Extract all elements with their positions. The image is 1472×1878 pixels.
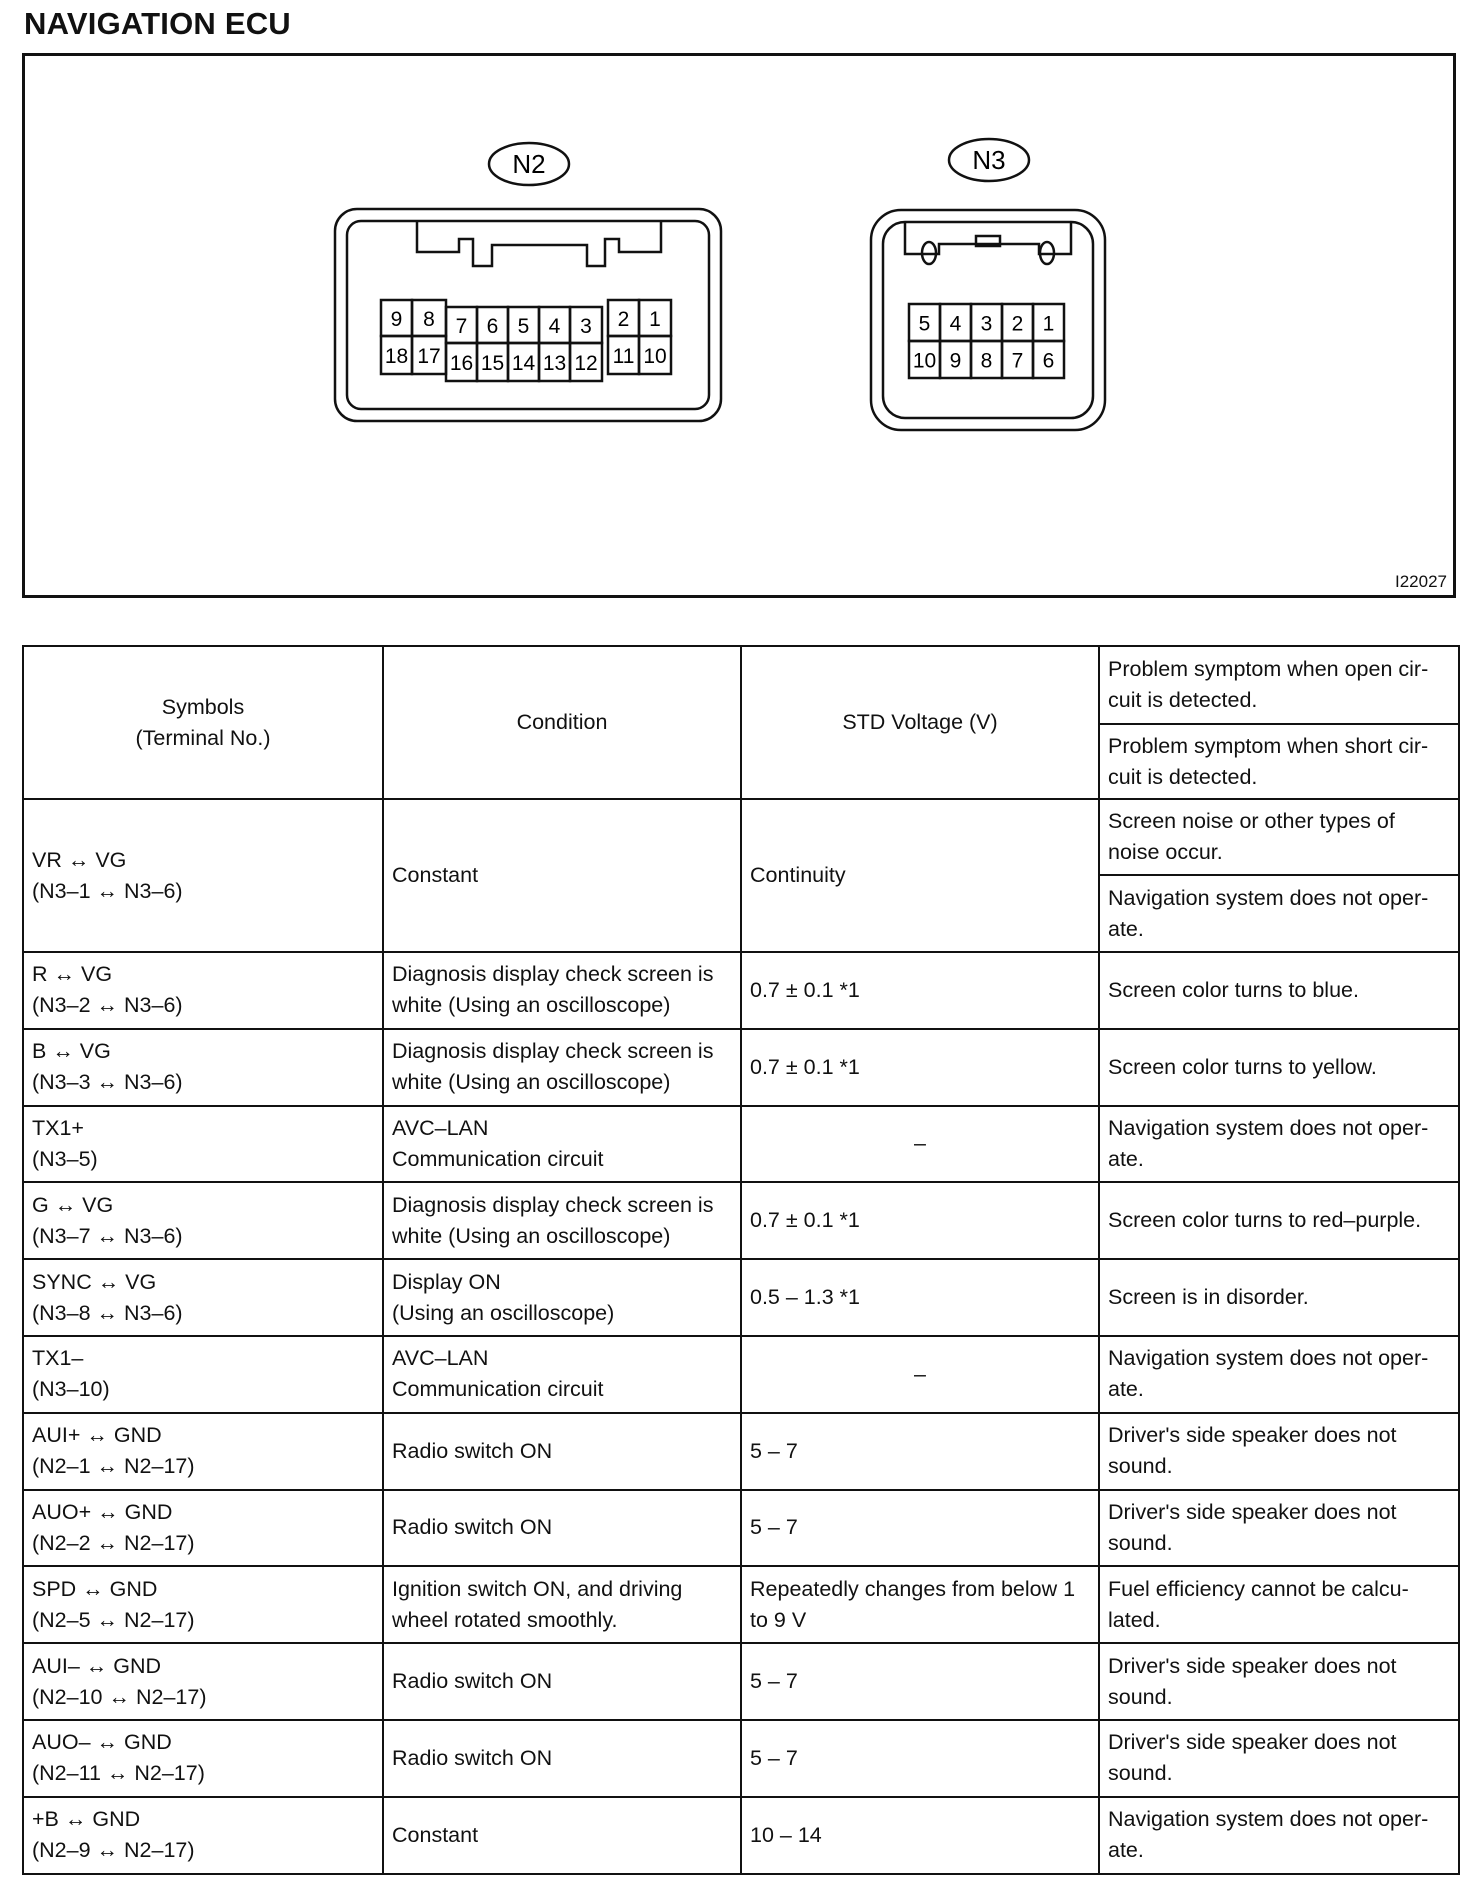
cell-condition: Constant bbox=[383, 1797, 741, 1874]
cell-symbol: G ↔ VG (N3–7 ↔ N3–6) bbox=[23, 1182, 383, 1259]
n2-pin bbox=[639, 300, 671, 336]
svg-text:13: 13 bbox=[542, 352, 567, 375]
svg-text:9: 9 bbox=[949, 349, 962, 373]
n2-pin bbox=[639, 336, 671, 374]
cell-symptom: Navigation system does not oper- ate. bbox=[1099, 1797, 1459, 1874]
table-row bbox=[23, 1720, 1459, 1797]
n3-pin bbox=[909, 341, 940, 378]
n2-pin bbox=[508, 343, 539, 381]
cell-voltage: Repeatedly changes from below 1 to 9 V bbox=[741, 1566, 1099, 1643]
cell-symbol: AUO+ ↔ GND (N2–2 ↔ N2–17) bbox=[23, 1490, 383, 1567]
cell-condition: Diagnosis display check screen is white (Using an oscilloscope) bbox=[383, 1182, 741, 1259]
cell-condition: Diagnosis display check screen is white (Using an oscilloscope) bbox=[383, 1029, 741, 1106]
n3-pin bbox=[1033, 341, 1064, 378]
svg-text:11: 11 bbox=[612, 345, 635, 368]
svg-text:2: 2 bbox=[1011, 312, 1024, 336]
svg-text:7: 7 bbox=[455, 315, 468, 338]
cell-condition: Display ON (Using an oscilloscope) bbox=[383, 1259, 741, 1336]
svg-text:10: 10 bbox=[643, 345, 667, 368]
cell-condition: AVC–LAN Communication circuit bbox=[383, 1336, 741, 1413]
table-row bbox=[23, 1336, 1459, 1413]
cell-symbol: +B ↔ GND (N2–9 ↔ N2–17) bbox=[23, 1797, 383, 1874]
cell-condition: AVC–LAN Communication circuit bbox=[383, 1106, 741, 1183]
n2-latch-outline bbox=[417, 222, 661, 266]
cell-voltage: 5 – 7 bbox=[741, 1413, 1099, 1490]
table-row bbox=[23, 799, 1459, 875]
header-symptom-open: Problem symptom when open cir- cuit is detected. bbox=[1099, 646, 1459, 724]
svg-text:1: 1 bbox=[649, 308, 661, 331]
cell-symptom: Screen color turns to blue. bbox=[1099, 952, 1459, 1029]
table-row bbox=[23, 1182, 1459, 1259]
n2-pin bbox=[570, 343, 602, 381]
n3-pin bbox=[1002, 341, 1033, 378]
n2-pin bbox=[446, 343, 477, 381]
terminal-spec-table bbox=[22, 645, 1460, 1875]
cell-symptom-short: Navigation system does not oper- ate. bbox=[1099, 875, 1459, 952]
cell-symptom: Screen color turns to red–purple. bbox=[1099, 1182, 1459, 1259]
page-title: NAVIGATION ECU bbox=[24, 6, 291, 41]
table-row bbox=[23, 1106, 1459, 1183]
svg-text:18: 18 bbox=[384, 345, 409, 368]
svg-text:7: 7 bbox=[1011, 349, 1024, 373]
n2-pin bbox=[412, 300, 446, 336]
cell-symbol: AUO– ↔ GND (N2–11 ↔ N2–17) bbox=[23, 1720, 383, 1797]
cell-voltage: 10 – 14 bbox=[741, 1797, 1099, 1874]
n2-pin bbox=[608, 336, 639, 374]
cell-symptom: Fuel efficiency cannot be calcu- lated. bbox=[1099, 1566, 1459, 1643]
n2-pin bbox=[477, 343, 508, 381]
n3-pin bbox=[1002, 304, 1033, 341]
cell-condition: Diagnosis display check screen is white (Using an oscilloscope) bbox=[383, 952, 741, 1029]
header-voltage: STD Voltage (V) bbox=[741, 646, 1099, 799]
n2-pin bbox=[608, 300, 639, 336]
n3-pin bbox=[940, 304, 971, 341]
svg-text:8: 8 bbox=[423, 308, 435, 331]
cell-symbol: B ↔ VG (N3–3 ↔ N3–6) bbox=[23, 1029, 383, 1106]
diagram-id: I22027 bbox=[1395, 572, 1447, 591]
table-row bbox=[23, 1566, 1459, 1643]
svg-text:16: 16 bbox=[449, 352, 474, 375]
cell-symptom: Driver's side speaker does not sound. bbox=[1099, 1413, 1459, 1490]
svg-text:3: 3 bbox=[580, 315, 592, 338]
svg-text:8: 8 bbox=[980, 349, 993, 373]
n3-pin bbox=[971, 304, 1002, 341]
cell-symbol: AUI+ ↔ GND (N2–1 ↔ N2–17) bbox=[23, 1413, 383, 1490]
cell-voltage: 5 – 7 bbox=[741, 1490, 1099, 1567]
header-symbols: Symbols (Terminal No.) bbox=[23, 646, 383, 799]
connector-diagram bbox=[22, 53, 1456, 598]
n3-pin bbox=[971, 341, 1002, 378]
n2-pin bbox=[412, 336, 446, 374]
n2-connector-label: N2 bbox=[512, 149, 546, 179]
svg-text:2: 2 bbox=[617, 308, 630, 331]
cell-condition: Radio switch ON bbox=[383, 1490, 741, 1567]
table-row bbox=[23, 1259, 1459, 1336]
svg-text:1: 1 bbox=[1042, 312, 1055, 336]
n3-pin bbox=[940, 341, 971, 378]
n3-latch-outline bbox=[905, 222, 1071, 254]
svg-text:4: 4 bbox=[548, 315, 561, 338]
n2-pin bbox=[539, 307, 570, 343]
cell-condition: Constant bbox=[383, 799, 741, 952]
cell-condition: Ignition switch ON, and driving wheel rotated smoothly. bbox=[383, 1566, 741, 1643]
cell-symptom: Screen is in disorder. bbox=[1099, 1259, 1459, 1336]
n2-pin bbox=[570, 307, 602, 343]
n2-pin bbox=[477, 307, 508, 343]
svg-text:5: 5 bbox=[517, 315, 530, 338]
cell-symbol: TX1– (N3–10) bbox=[23, 1336, 383, 1413]
n2-pin bbox=[508, 307, 539, 343]
cell-symbol: AUI– ↔ GND (N2–10 ↔ N2–17) bbox=[23, 1643, 383, 1720]
svg-text:4: 4 bbox=[949, 312, 962, 336]
cell-voltage: 0.7 ± 0.1 *1 bbox=[741, 1029, 1099, 1106]
n3-pin bbox=[909, 304, 940, 341]
cell-symbol: TX1+ (N3–5) bbox=[23, 1106, 383, 1183]
svg-text:14: 14 bbox=[511, 352, 536, 375]
svg-text:3: 3 bbox=[980, 312, 993, 336]
svg-text:6: 6 bbox=[486, 315, 499, 338]
n3-connector-label: N3 bbox=[972, 145, 1006, 175]
cell-symptom: Screen color turns to yellow. bbox=[1099, 1029, 1459, 1106]
table-row bbox=[23, 1029, 1459, 1106]
header-symptom-short: Problem symptom when short cir- cuit is detected. bbox=[1099, 724, 1459, 799]
svg-text:10: 10 bbox=[912, 349, 937, 373]
cell-condition: Radio switch ON bbox=[383, 1643, 741, 1720]
cell-voltage: 0.7 ± 0.1 *1 bbox=[741, 1182, 1099, 1259]
cell-symbol: R ↔ VG (N3–2 ↔ N3–6) bbox=[23, 952, 383, 1029]
connector-diagram-svg bbox=[25, 56, 1453, 595]
cell-condition: Radio switch ON bbox=[383, 1413, 741, 1490]
header-row bbox=[23, 646, 1459, 724]
table-row bbox=[23, 1643, 1459, 1720]
cell-symptom: Driver's side speaker does not sound. bbox=[1099, 1490, 1459, 1567]
cell-symptom: Driver's side speaker does not sound. bbox=[1099, 1720, 1459, 1797]
cell-voltage: – bbox=[741, 1106, 1099, 1183]
svg-text:6: 6 bbox=[1042, 349, 1055, 373]
cell-voltage: Continuity bbox=[741, 799, 1099, 952]
cell-symbol: VR ↔ VG (N3–1 ↔ N3–6) bbox=[23, 799, 383, 952]
table-row bbox=[23, 1490, 1459, 1567]
cell-voltage: 5 – 7 bbox=[741, 1643, 1099, 1720]
cell-voltage: 0.7 ± 0.1 *1 bbox=[741, 952, 1099, 1029]
cell-symptom-open: Screen noise or other types of noise occur. bbox=[1099, 799, 1459, 875]
table-row bbox=[23, 1413, 1459, 1490]
svg-text:12: 12 bbox=[574, 352, 598, 375]
svg-text:9: 9 bbox=[390, 308, 403, 331]
cell-symptom: Navigation system does not oper- ate. bbox=[1099, 1336, 1459, 1413]
n3-pin bbox=[1033, 304, 1064, 341]
cell-symbol: SPD ↔ GND (N2–5 ↔ N2–17) bbox=[23, 1566, 383, 1643]
cell-symbol: SYNC ↔ VG (N3–8 ↔ N3–6) bbox=[23, 1259, 383, 1336]
header-condition: Condition bbox=[383, 646, 741, 799]
n2-pin bbox=[539, 343, 570, 381]
cell-voltage: – bbox=[741, 1336, 1099, 1413]
n2-pin bbox=[381, 336, 412, 374]
cell-symptom: Navigation system does not oper- ate. bbox=[1099, 1106, 1459, 1183]
cell-symptom: Driver's side speaker does not sound. bbox=[1099, 1643, 1459, 1720]
cell-voltage: 0.5 – 1.3 *1 bbox=[741, 1259, 1099, 1336]
n2-pin bbox=[381, 300, 412, 336]
cell-voltage: 5 – 7 bbox=[741, 1720, 1099, 1797]
table-row bbox=[23, 952, 1459, 1029]
svg-text:15: 15 bbox=[480, 352, 505, 375]
table-row bbox=[23, 1797, 1459, 1874]
n2-pin bbox=[446, 307, 477, 343]
cell-condition: Radio switch ON bbox=[383, 1720, 741, 1797]
svg-text:17: 17 bbox=[417, 345, 441, 368]
svg-text:5: 5 bbox=[918, 312, 931, 336]
